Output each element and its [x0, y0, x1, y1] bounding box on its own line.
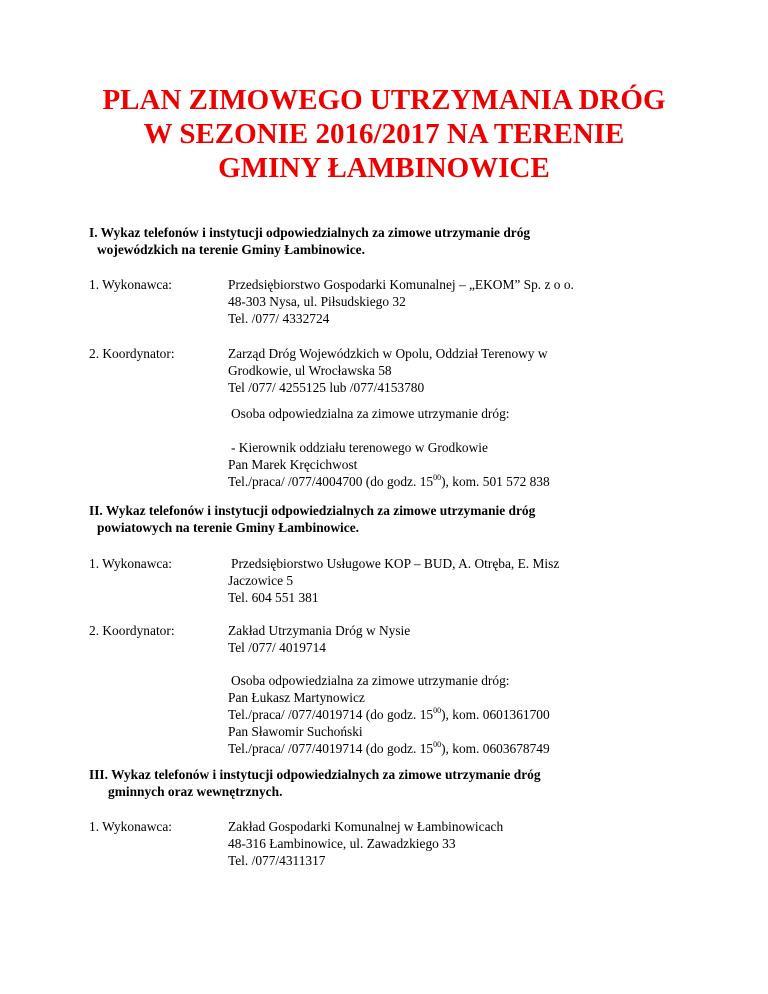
detail-line: Przedsiębiorstwo Gospodarki Komunalnej – „EKOM” Sp. z o o. [228, 277, 574, 292]
person-1-phone: Tel./praca/ /077/4019714 (do godz. $15^{00}$), kom. 0601361700 [228, 706, 550, 722]
detail-line: Tel. /077/4311317 [228, 853, 326, 868]
section-2-heading [89, 502, 709, 536]
section-1-koordynator-details [228, 345, 748, 396]
title-line-3: GMINY ŁAMBINOWICE [218, 152, 550, 184]
person-name: Pan Marek Kręcichwost [228, 457, 358, 472]
detail-line: Tel. /077/ 4332724 [228, 311, 330, 326]
section-2-wykonawca-details [228, 555, 748, 606]
section-1-heading-line-1: I. Wykaz telefonów i instytucji odpowiedzialnych za zimowe utrzymanie dróg [89, 225, 531, 240]
section-1-heading-line-2: wojewódzkich na terenie Gminy Łambinowice. [97, 242, 365, 257]
person-2-name: Pan Sławomir Suchoński [228, 724, 363, 739]
section-2-heading-line-1: II. Wykaz telefonów i instytucji odpowiedzialnych za zimowe utrzymanie dróg [89, 503, 536, 518]
section-2-koordynator-label: 2. Koordynator: [89, 623, 175, 638]
section-3-wykonawca-label: 1. Wykonawca: [89, 819, 172, 834]
person-role: - Kierownik oddziału terenowego w Grodkowie [231, 440, 488, 455]
detail-line: Grodkowie, ul Wrocławska 58 [228, 363, 392, 378]
person-phone: Tel./praca/ /077/4004700 (do godz. $15^{00}$), kom. 501 572 838 [228, 473, 550, 489]
detail-line: Tel /077/ 4019714 [228, 640, 326, 655]
detail-line: Zarząd Dróg Wojewódzkich w Opolu, Oddział Terenowy w [228, 346, 548, 361]
detail-line: Jaczowice 5 [228, 573, 294, 588]
section-1-heading [89, 224, 709, 258]
section-1-wykonawca-details [228, 276, 748, 327]
document-title [0, 83, 768, 185]
section-1-wykonawca-label: 1. Wykonawca: [89, 277, 172, 292]
detail-line: Przedsiębiorstwo Usługowe KOP – BUD, A. Otręba, E. Misz [231, 556, 560, 571]
detail-line: 48-316 Łambinowice, ul. Zawadzkiego 33 [228, 836, 456, 851]
responsible-intro: Osoba odpowiedzialna za zimowe utrzymanie dróg: [231, 673, 510, 688]
title-line-1: PLAN ZIMOWEGO UTRZYMANIA DRÓG [102, 84, 666, 116]
section-2-koordynator-details [228, 622, 748, 656]
section-3-heading-line-2: gminnych oraz wewnętrznych. [108, 784, 283, 799]
section-2-wykonawca-label: 1. Wykonawca: [89, 556, 172, 571]
detail-line: Tel /077/ 4255125 lub /077/4153780 [228, 380, 425, 395]
section-1-responsible-person [228, 439, 748, 490]
section-2-responsible-block [228, 672, 748, 757]
detail-line: 48-303 Nysa, ul. Piłsudskiego 32 [228, 294, 406, 309]
section-3-wykonawca-details [228, 818, 748, 869]
section-2-heading-line-2: powiatowych na terenie Gminy Łambinowice. [97, 520, 359, 535]
section-1-responsible-intro: Osoba odpowiedzialna za zimowe utrzymanie dróg: [231, 406, 510, 421]
section-3-heading-line-1: III. Wykaz telefonów i instytucji odpowiedzialnych za zimowe utrzymanie dróg [89, 767, 541, 782]
person-1-name: Pan Łukasz Martynowicz [228, 690, 365, 705]
section-1-koordynator-label: 2. Koordynator: [89, 346, 175, 361]
detail-line: Zakład Gospodarki Komunalnej w Łambinowicach [228, 819, 504, 834]
person-2-phone: Tel./praca/ /077/4019714 (do godz. $15^{00}$), kom. 0603678749 [228, 740, 550, 756]
section-3-heading [89, 766, 709, 800]
detail-line: Tel. 604 551 381 [228, 590, 319, 605]
detail-line: Zakład Utrzymania Dróg w Nysie [228, 623, 411, 638]
title-line-2: W SEZONIE 2016/2017 NA TERENIE [143, 118, 625, 150]
